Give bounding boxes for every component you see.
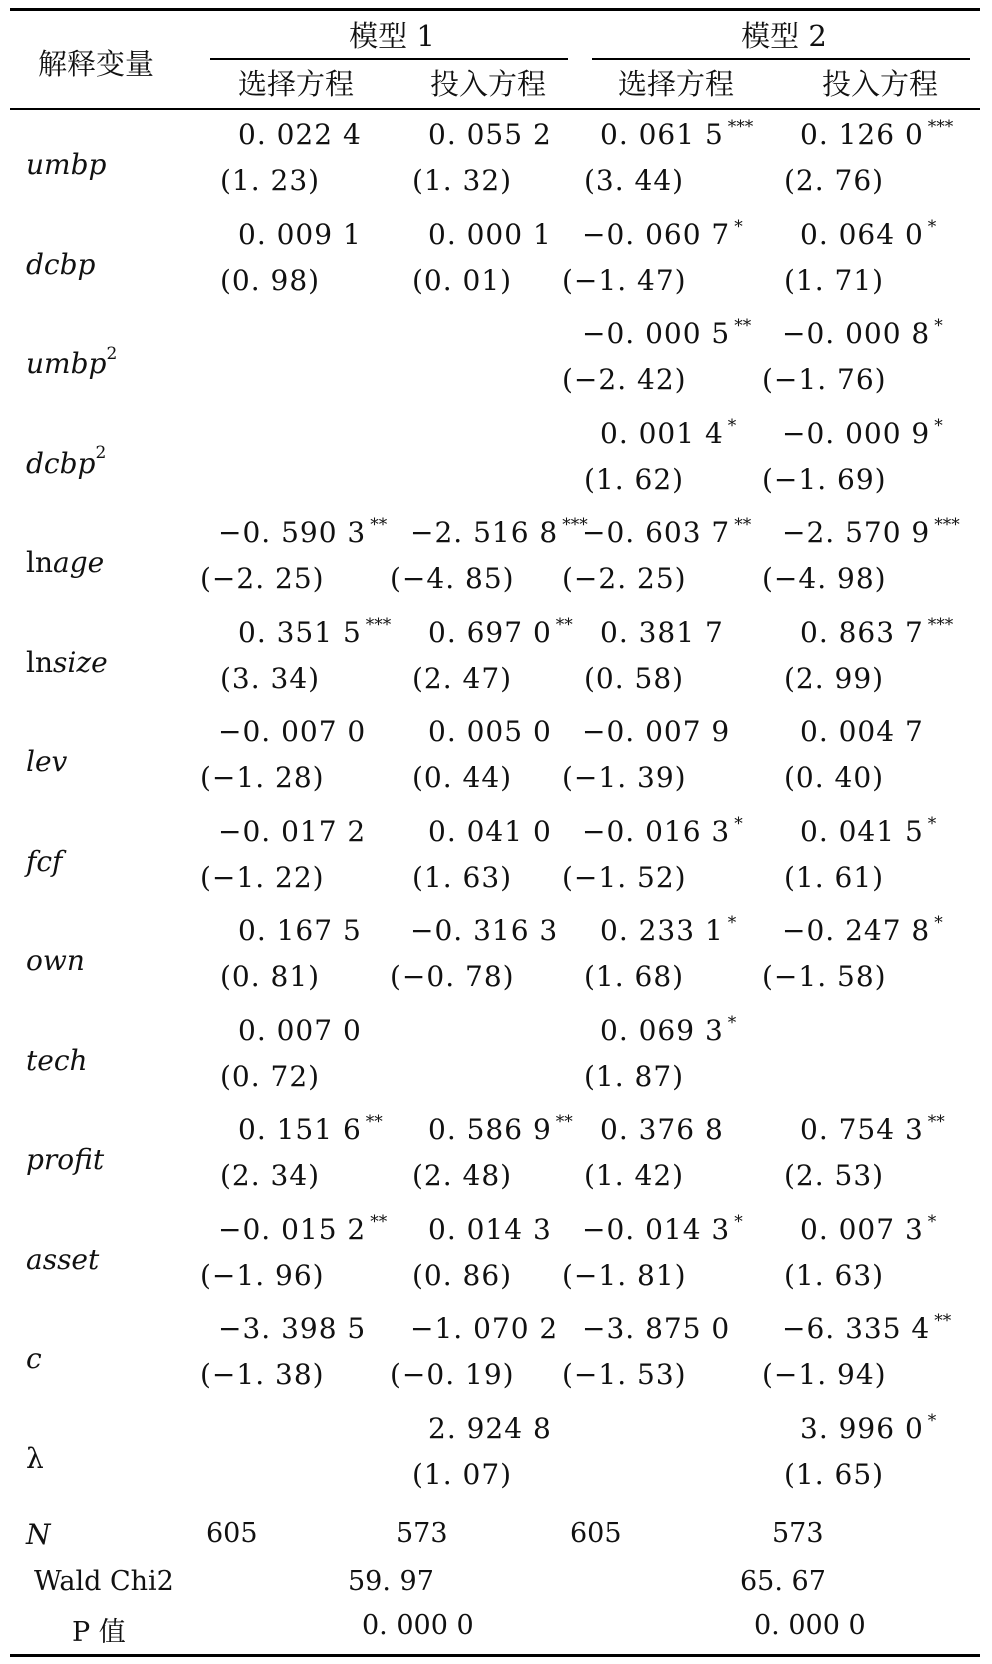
significance-stars: **	[734, 316, 752, 336]
coefficient-cell	[582, 1312, 730, 1345]
variable-label	[26, 745, 67, 778]
coefficient-value: 0. 069 3	[600, 1013, 724, 1047]
col-header-m1-investment: 投入方程	[429, 67, 547, 101]
coefficient-value: −0. 000 9	[782, 416, 931, 450]
variable-name: c	[26, 1342, 42, 1375]
coefficient-value: 0. 126 0	[800, 118, 924, 151]
variable-label	[26, 1143, 104, 1176]
coefficient-cell	[600, 914, 736, 947]
t-statistic-cell: (−2. 25)	[562, 562, 687, 595]
model1-header: 模型 1	[349, 19, 435, 53]
wald-label: Wald Chi2	[34, 1566, 174, 1597]
significance-stars: ***	[927, 117, 954, 137]
top-rule	[10, 8, 980, 11]
variable-label	[26, 148, 106, 181]
t-statistic-cell: (1. 65)	[784, 1457, 885, 1491]
coefficient-value: −2. 516 8	[410, 516, 559, 549]
header-rule	[10, 108, 980, 110]
significance-stars: **	[555, 1112, 573, 1132]
t-statistic-cell: (0. 86)	[412, 1258, 513, 1292]
t-statistic-cell: (−4. 98)	[762, 562, 887, 595]
coefficient-value: 0. 055 2	[428, 118, 552, 151]
variable-name: fcf	[26, 844, 63, 878]
coefficient-cell	[410, 1312, 558, 1345]
t-statistic-cell: (0. 72)	[220, 1059, 321, 1093]
significance-stars: *	[934, 415, 943, 436]
significance-stars: ***	[727, 117, 754, 137]
significance-stars: *	[734, 1211, 743, 1232]
coefficient-cell	[428, 616, 573, 649]
variable-name: age	[53, 546, 105, 579]
coefficient-cell	[428, 118, 552, 151]
variable-name: lev	[26, 745, 68, 778]
p-value: 0. 000 0	[362, 1610, 474, 1641]
coefficient-value: −0. 603 7	[582, 516, 731, 549]
coefficient-cell	[800, 1213, 936, 1246]
variable-label	[26, 248, 95, 281]
coefficient-cell	[600, 1113, 724, 1146]
t-statistic-cell: (−1. 94)	[762, 1358, 887, 1391]
t-statistic-cell: (−0. 78)	[390, 960, 515, 993]
coefficient-cell	[582, 218, 743, 251]
coefficient-cell	[600, 1014, 736, 1047]
significance-stars: *	[727, 913, 737, 933]
coefficient-cell	[238, 914, 362, 947]
variable-name: dcbp	[26, 247, 96, 281]
t-statistic-cell: (1. 63)	[412, 860, 513, 894]
coefficient-cell	[582, 317, 751, 350]
coefficient-cell	[782, 914, 943, 947]
coefficient-cell	[238, 616, 391, 649]
coefficient-cell	[582, 516, 751, 549]
coefficient-value: 3. 996 0	[800, 1411, 924, 1445]
coefficient-value: −0. 590 3	[218, 516, 367, 549]
coefficient-value: 0. 004 7	[800, 715, 924, 748]
variable-name: tech	[26, 1043, 88, 1077]
coefficient-value: −0. 000 8	[782, 317, 931, 350]
significance-stars: **	[934, 1311, 952, 1331]
coefficient-cell	[238, 1113, 383, 1146]
significance-stars: ***	[562, 515, 588, 535]
coefficient-cell	[410, 516, 588, 549]
variable-name: umbp	[26, 148, 107, 181]
coefficient-cell	[582, 815, 743, 848]
n-value: 605	[570, 1518, 622, 1549]
coefficient-cell	[582, 715, 730, 748]
t-statistic-cell: (−1. 39)	[562, 761, 687, 794]
coefficient-cell	[238, 218, 362, 251]
coefficient-value: 0. 586 9	[428, 1113, 552, 1146]
variable-label	[26, 1342, 42, 1375]
variable-name: dcbp	[26, 446, 96, 480]
t-statistic-cell: (2. 76)	[784, 164, 885, 197]
n-label: N	[26, 1518, 51, 1551]
variable-label	[26, 845, 62, 878]
wald-value: 59. 97	[348, 1566, 434, 1597]
variable-superscript: 2	[106, 343, 118, 364]
coefficient-value: −3. 875 0	[582, 1312, 731, 1345]
coefficient-value: 0. 064 0	[800, 217, 924, 251]
significance-stars: *	[734, 216, 743, 237]
coefficient-value: 0. 697 0	[428, 615, 552, 649]
model2-underline	[592, 58, 970, 60]
bottom-rule	[10, 1654, 980, 1657]
coefficient-cell	[782, 516, 960, 549]
t-statistic-cell: (−1. 53)	[562, 1358, 687, 1391]
t-statistic-cell: (1. 62)	[584, 462, 685, 496]
t-statistic-cell: (−1. 81)	[562, 1258, 687, 1292]
coefficient-value: −0. 016 3	[582, 814, 731, 848]
variable-label	[26, 1243, 99, 1276]
coefficient-cell	[600, 417, 736, 450]
significance-stars: *	[927, 813, 937, 834]
significance-stars: *	[934, 316, 943, 336]
t-statistic-cell: (−2. 25)	[200, 562, 325, 595]
n-value: 573	[772, 1518, 824, 1549]
coefficient-cell	[428, 1412, 552, 1445]
t-statistic-cell: (−0. 19)	[390, 1358, 515, 1391]
variable-name: profit	[26, 1143, 105, 1176]
t-statistic-cell: (−4. 85)	[390, 562, 515, 595]
coefficient-value: 0. 151 6	[238, 1113, 362, 1146]
t-statistic-cell: (1. 68)	[584, 960, 685, 993]
significance-stars: *	[934, 913, 943, 933]
coefficient-cell	[800, 815, 936, 848]
significance-stars: *	[727, 1012, 737, 1033]
t-statistic-cell: (1. 61)	[784, 860, 885, 894]
t-statistic-cell: (0. 81)	[220, 960, 321, 993]
t-statistic-cell: (−1. 76)	[762, 363, 887, 396]
variable-name: asset	[26, 1242, 100, 1276]
t-statistic-cell: (1. 32)	[412, 164, 513, 197]
coefficient-cell	[238, 1014, 362, 1047]
variable-label	[26, 343, 118, 380]
coefficient-value: −0. 247 8	[782, 914, 931, 947]
t-statistic-cell: (1. 23)	[220, 164, 321, 197]
t-statistic-cell: (1. 71)	[784, 263, 885, 297]
significance-stars: *	[734, 813, 743, 834]
p-value: 0. 000 0	[754, 1610, 866, 1641]
model1-underline	[210, 58, 568, 60]
t-statistic-cell: (2. 53)	[784, 1159, 885, 1192]
coefficient-value: 0. 005 0	[428, 715, 552, 748]
coefficient-value: −3. 398 5	[218, 1312, 367, 1345]
coefficient-value: 0. 022 4	[238, 118, 362, 151]
t-statistic-cell: (−1. 47)	[562, 263, 687, 297]
coefficient-value: −1. 070 2	[410, 1312, 559, 1345]
variable-name: own	[26, 944, 85, 977]
wald-value: 65. 67	[740, 1566, 826, 1597]
t-statistic-cell: (3. 34)	[220, 661, 321, 695]
coefficient-value: 0. 351 5	[238, 615, 362, 649]
coefficient-value: 0. 041 5	[800, 814, 924, 848]
significance-stars: *	[927, 1211, 937, 1232]
coefficient-cell	[600, 616, 724, 649]
t-statistic-cell: (−1. 28)	[200, 761, 325, 794]
t-statistic-cell: (−1. 69)	[762, 462, 887, 496]
coefficient-value: −0. 014 3	[582, 1212, 731, 1246]
t-statistic-cell: (2. 99)	[784, 661, 885, 695]
coefficient-cell	[428, 218, 552, 251]
coefficient-cell	[218, 715, 366, 748]
significance-stars: **	[365, 1112, 383, 1132]
t-statistic-cell: (1. 42)	[584, 1159, 685, 1192]
t-statistic-cell: (2. 48)	[412, 1159, 513, 1192]
col-header-m2-selection: 选择方程	[617, 67, 735, 101]
coefficient-value: 0. 376 8	[600, 1113, 724, 1146]
variable-superscript: 2	[95, 443, 107, 464]
t-statistic-cell: (−1. 38)	[200, 1358, 325, 1391]
coefficient-value: 0. 007 0	[238, 1013, 362, 1047]
coefficient-cell	[800, 715, 924, 748]
variable-label	[26, 944, 85, 977]
model2-header: 模型 2	[741, 19, 827, 53]
coefficient-value: −2. 570 9	[782, 516, 931, 549]
coefficient-value: 0. 007 3	[800, 1212, 924, 1246]
t-statistic-cell: (0. 44)	[412, 761, 513, 794]
t-statistic-cell: (3. 44)	[584, 164, 685, 197]
coefficient-cell	[782, 417, 943, 450]
n-value: 605	[206, 1518, 258, 1549]
coefficient-value: 0. 381 7	[600, 615, 724, 649]
coefficient-cell	[800, 118, 953, 151]
t-statistic-cell: (0. 01)	[412, 263, 513, 297]
t-statistic-cell: (−1. 22)	[200, 860, 325, 894]
coefficient-cell	[800, 1113, 945, 1146]
variable-label	[26, 443, 107, 480]
significance-stars: **	[370, 1211, 388, 1232]
t-statistic-cell: (0. 40)	[784, 761, 885, 794]
coefficient-cell	[218, 1312, 366, 1345]
t-statistic-cell: (−1. 52)	[562, 860, 687, 894]
coefficient-value: 0. 233 1	[600, 914, 724, 947]
coefficient-cell	[218, 815, 366, 848]
variable-label	[26, 1044, 88, 1077]
coefficient-cell	[428, 815, 552, 848]
variable-prefix: ln	[26, 645, 53, 679]
coefficient-value: −0. 007 9	[582, 715, 731, 748]
significance-stars: **	[734, 515, 752, 535]
variable-label	[26, 1442, 44, 1475]
coefficient-cell	[782, 317, 943, 350]
variable-name: size	[53, 645, 108, 679]
coefficient-cell	[428, 1113, 573, 1146]
coefficient-value: −6. 335 4	[782, 1312, 931, 1345]
coefficient-value: −0. 007 0	[218, 715, 367, 748]
coefficient-cell	[800, 616, 953, 649]
significance-stars: **	[927, 1112, 945, 1132]
coefficient-value: 0. 001 4	[600, 416, 724, 450]
variable-label	[26, 546, 104, 579]
coefficient-cell	[428, 1213, 552, 1246]
col-header-m1-selection: 选择方程	[237, 67, 355, 101]
coefficient-cell	[800, 1412, 936, 1445]
t-statistic-cell: (0. 98)	[220, 263, 321, 297]
t-statistic-cell: (2. 47)	[412, 661, 513, 695]
coefficient-value: 0. 863 7	[800, 615, 924, 649]
coefficient-value: 2. 924 8	[428, 1411, 552, 1445]
variable-name: λ	[26, 1441, 44, 1475]
coefficient-value: −0. 000 5	[582, 317, 731, 350]
coefficient-cell	[600, 118, 753, 151]
coefficient-value: 0. 009 1	[238, 217, 362, 251]
coefficient-cell	[218, 1213, 387, 1246]
coefficient-cell	[782, 1312, 951, 1345]
coefficient-value: 0. 041 0	[428, 814, 552, 848]
significance-stars: ***	[365, 614, 392, 635]
variable-label	[26, 646, 108, 679]
coefficient-cell	[800, 218, 936, 251]
significance-stars: ***	[927, 614, 954, 635]
coefficient-cell	[410, 914, 558, 947]
t-statistic-cell: (−1. 58)	[762, 960, 887, 993]
coefficient-value: −0. 017 2	[218, 814, 367, 848]
coefficient-cell	[582, 1213, 743, 1246]
coefficient-value: 0. 014 3	[428, 1212, 552, 1246]
t-statistic-cell: (−2. 42)	[562, 363, 687, 396]
coefficient-value: 0. 061 5	[600, 118, 724, 151]
significance-stars: *	[927, 1410, 937, 1431]
coefficient-value: −0. 060 7	[582, 217, 731, 251]
significance-stars: *	[727, 415, 737, 436]
t-statistic-cell: (1. 87)	[584, 1059, 685, 1093]
significance-stars: *	[927, 216, 937, 237]
t-statistic-cell: (−1. 96)	[200, 1258, 325, 1292]
significance-stars: **	[555, 614, 573, 635]
variable-name: umbp	[26, 347, 107, 380]
significance-stars: ***	[934, 515, 960, 535]
var-column-header: 解释变量	[38, 47, 155, 81]
t-statistic-cell: (1. 07)	[412, 1457, 513, 1491]
coefficient-cell	[428, 715, 552, 748]
n-value: 573	[396, 1518, 448, 1549]
coefficient-value: 0. 754 3	[800, 1113, 924, 1146]
col-header-m2-investment: 投入方程	[821, 67, 939, 101]
coefficient-cell	[238, 118, 362, 151]
t-statistic-cell: (2. 34)	[220, 1159, 321, 1192]
t-statistic-cell: (1. 63)	[784, 1258, 885, 1292]
significance-stars: **	[370, 515, 388, 535]
coefficient-cell	[218, 516, 387, 549]
coefficient-value: −0. 316 3	[410, 914, 559, 947]
coefficient-value: −0. 015 2	[218, 1212, 367, 1246]
t-statistic-cell: (0. 58)	[584, 661, 685, 695]
variable-prefix: ln	[26, 546, 53, 579]
p-label: P 值	[72, 1617, 126, 1648]
coefficient-value: 0. 000 1	[428, 217, 552, 251]
coefficient-value: 0. 167 5	[238, 914, 362, 947]
